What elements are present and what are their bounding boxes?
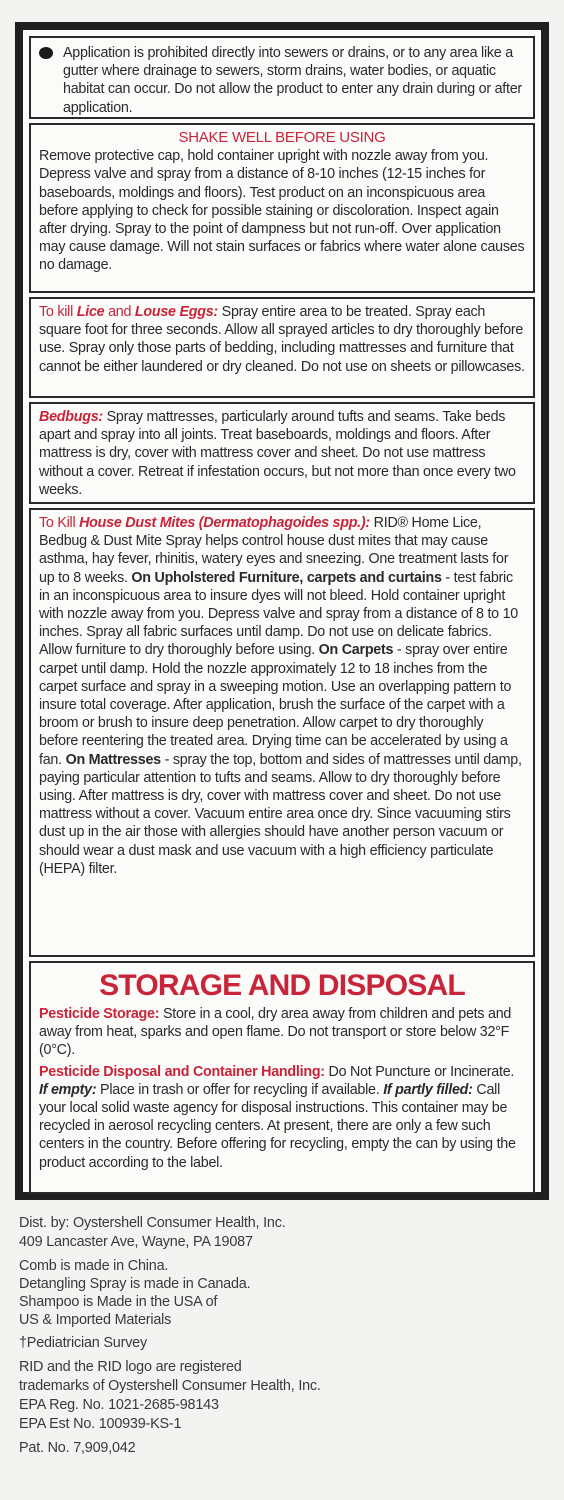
disposal-label: Pesticide Disposal and Container Handling: xyxy=(39,1063,325,1080)
storage-disposal-box xyxy=(29,961,535,1194)
trademark-group xyxy=(19,1358,549,1458)
carpets-heading: On Carpets xyxy=(318,642,394,659)
distributor-group xyxy=(19,1214,549,1252)
bedbugs-box xyxy=(29,402,535,504)
dust-mites-text-4: - spray the top, bottom and sides of mattresses until damp, paying particular attention to tufts and seams. Allow to dry thoroughly before using. After mattress is dry, cover with mattress cover and sheet. Do not use mattress without a cover. Vacuum entire area once dry. Since vacuuming stirs dust up in the air those with allergies should have another person vacuum or should wear a dust mask and use vacuum with a high efficiency particulate (HEPA) filter. xyxy=(39,751,522,877)
dust-mites-text-2: - test fabric in an inconspicuous area to insure dyes will not bleed. Hold container upright with nozzle away from you. Depress valve and spray from a distance of 8 to 10 inches. Spray all fabric surfaces until damp. Do not use on delicate fabrics. Allow furniture to dry thoroughly before using. xyxy=(39,569,518,659)
if-partly-text: Call your local solid waste agency for disposal instructions. This container may be recycled in aerosol recycling centers. At present, there are only a few such centers in the country. Before offering for recycling, empty the can by using the product according to the label. xyxy=(39,1081,516,1171)
disposal-text: Do Not Puncture or Incinerate. xyxy=(324,1063,515,1080)
dust-mites-prefix: To Kill xyxy=(39,515,80,531)
directions-text: Remove protective cap, hold container upright with nozzle away from you. Depress valve and spray from a distance of 8-10 inches (12-15 inches for baseboards, moldings and floors). Test product on an inconspicuous area before applying to check for possible staining or discoloration. Inspect again after drying. Spray to the point of dampness but not run-off. Over application may cause damage. Will not stain surfaces or fabrics where water alone causes no damage. xyxy=(39,148,525,274)
dust-mites-text-1: RID® Home Lice, Bedbug & Dust Mite Spray helps control house dust mites that may cause asthma, hay fever, rhinitis, watery eyes and sneezing. One treatment lasts for up to 8 weeks. xyxy=(39,515,509,586)
survey-group xyxy=(19,1334,549,1353)
if-empty-text: Place in trash or offer for recycling if available. xyxy=(96,1081,384,1098)
drain-warning-box xyxy=(29,36,535,119)
mattresses-heading: On Mattresses xyxy=(65,751,161,768)
lice-text: Spray entire area to be treated. Spray each square foot for three seconds. Allow all sprayed articles to dry thoroughly before use. Spray only those parts of bedding, including mattresses and furniture that cannot be either laundered or dry cleaned. Do not use on sheets or pillowcases. xyxy=(39,304,525,375)
distributor-line: Dist. by: Oystershell Consumer Health, Inc. xyxy=(19,1215,286,1231)
dust-mites-text-3: - spray over entire carpet until damp. Hold the nozzle approximately 12 to 18 inches from the carpet surface and spray in a sweeping motion. Use an overlapping pattern to insure total coverage. After application, brush the surface of the carpet with a broom or brush to insure deep penetration. Allow carpet to dry thoroughly before reentering the treated area. Drying time can be accelerated by using a fan. xyxy=(39,642,512,768)
shampoo-origin: Shampoo is Made in the USA of xyxy=(19,1294,218,1310)
if-partly-label: If partly filled: xyxy=(383,1081,473,1098)
bedbugs-text: Spray mattresses, particularly around tufts and seams. Take beds apart and spray into all joints. Treat baseboards, moldings and floors. After mattress is dry, cover with mattress cover and sheet. Do not use mattress without a cover. Retreat if infestation occurs, but not more than once every two weeks. xyxy=(39,409,516,498)
lice-box xyxy=(29,297,535,398)
footer-info xyxy=(19,1214,549,1458)
epa-est: EPA Est No. 100939-KS-1 xyxy=(19,1416,182,1432)
address-line: 409 Lancaster Ave, Wayne, PA 19087 xyxy=(19,1234,253,1250)
trademark-line-2: trademarks of Oystershell Consumer Health, Inc. xyxy=(19,1378,321,1394)
storage-label: Pesticide Storage: xyxy=(39,1006,160,1022)
drain-warning-text: Application is prohibited directly into sewers or drains, or to any area like a gutter where drainage to sewers, storm drains, water bodies, or aquatic habitat can occur. Do not allow the product to enter any drain during or after application. xyxy=(63,45,522,116)
directions-box xyxy=(29,123,535,293)
spray-origin: Detangling Spray is made in Canada. xyxy=(19,1276,251,1292)
bullet-icon xyxy=(39,47,53,59)
if-empty-label: If empty: xyxy=(39,1081,97,1098)
upholstered-heading: On Upholstered Furniture, carpets and curtains xyxy=(131,569,442,586)
shake-heading: SHAKE WELL BEFORE USING xyxy=(178,129,386,146)
origin-group xyxy=(19,1257,549,1329)
louse-eggs-label: Louse Eggs: xyxy=(134,304,218,320)
patent-number: Pat. No. 7,909,042 xyxy=(19,1440,136,1456)
bedbugs-label: Bedbugs: xyxy=(39,409,103,425)
label-inner xyxy=(23,30,541,1192)
dust-mites-box xyxy=(29,508,535,957)
lice-prefix: To kill xyxy=(39,304,77,320)
lice-label: Lice xyxy=(76,304,105,320)
epa-reg: EPA Reg. No. 1021-2685-98143 xyxy=(19,1397,219,1413)
label-frame xyxy=(15,22,549,1200)
shampoo-materials: US & Imported Materials xyxy=(19,1312,172,1328)
dust-mites-label: House Dust Mites (Dermatophagoides spp.): xyxy=(79,515,370,531)
storage-title: STORAGE AND DISPOSAL xyxy=(99,969,465,1002)
comb-origin: Comb is made in China. xyxy=(19,1258,169,1274)
disposal-paragraph xyxy=(39,1063,525,1172)
survey-note: †Pediatrician Survey xyxy=(19,1335,147,1351)
lice-and: and xyxy=(104,304,135,320)
trademark-line-1: RID and the RID logo are registered xyxy=(19,1359,242,1375)
storage-text: Store in a cool, dry area away from children and pets and away from heat, sparks and open flame. Do not transport or store below 32°F (0°C). xyxy=(39,1006,512,1059)
storage-paragraph xyxy=(39,1005,525,1060)
